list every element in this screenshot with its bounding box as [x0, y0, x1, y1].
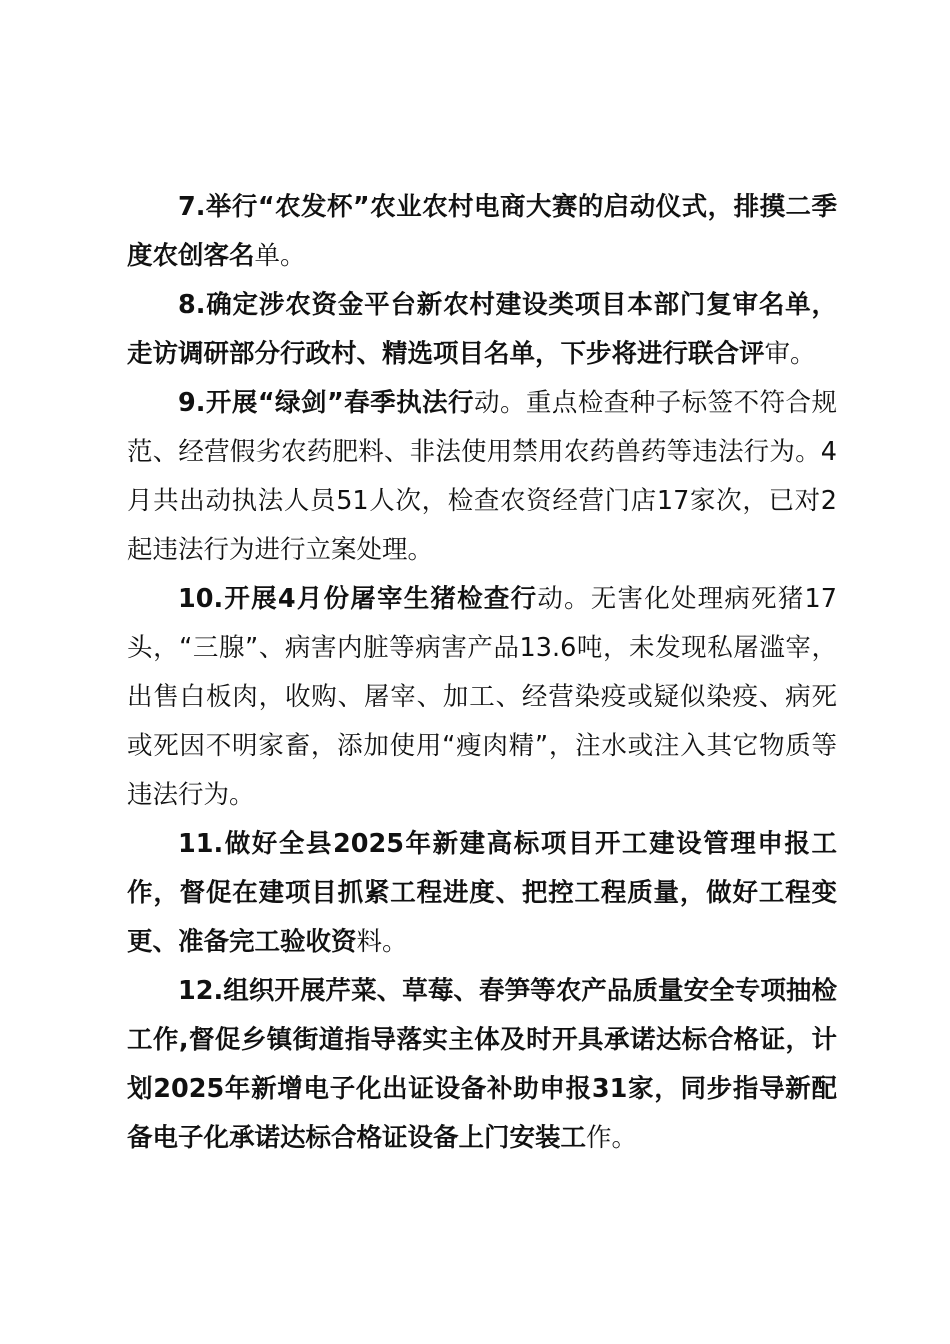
item-12-paragraph — [127, 967, 837, 1163]
item-12-plain-text: 作。 — [586, 1123, 638, 1153]
item-7-bold-text: 7.举行“农发杯”农业农村电商大赛的启动仪式，排摸二季度农创客名 — [127, 192, 837, 271]
item-11-plain-text: 料。 — [356, 927, 408, 957]
item-9-bold-text: 9.开展“绿剑”春季执法行 — [178, 388, 474, 418]
item-8-paragraph — [127, 281, 837, 379]
item-12-bold-text: 12.组织开展芹菜、草莓、春笋等农产品质量安全专项抽检工作,督促乡镇街道指导落实主体及时开具承诺达标合格证，计划2025年新增电子化出证设备补助申报31家，同步指导新配备电子化承诺达标合格证设备上门安装工 — [127, 976, 837, 1153]
item-11-paragraph — [127, 820, 837, 967]
item-9-paragraph — [127, 379, 837, 575]
item-10-paragraph — [127, 575, 837, 820]
item-8-bold-text: 8.确定涉农资金平台新农村建设类项目本部门复审名单，走访调研部分行政村、精选项目名单，下步将进行联合评 — [127, 290, 837, 369]
item-10-plain-text: 动。无害化处理病死猪17头，“三腺”、病害内脏等病害产品13.6吨，未发现私屠滥宰，出售白板肉，收购、屠宰、加工、经营染疫或疑似染疫、病死或死因不明家畜，添加使用“瘦肉精”，注水或注入其它物质等违法行为。 — [127, 584, 838, 810]
item-9-plain-text: 动。重点检查种子标签不符合规范、经营假劣农药肥料、非法使用禁用农药兽药等违法行为。4月共出动执法人员51人次，检查农资经营门店17家次，已对2起违法行为进行立案处理。 — [127, 388, 837, 565]
document-body — [127, 183, 837, 1163]
item-7-paragraph — [127, 183, 837, 281]
item-8-plain-text: 审。 — [764, 339, 816, 369]
item-10-bold-text: 10.开展4月份屠宰生猪检查行 — [178, 584, 538, 614]
item-11-bold-text: 11.做好全县2025年新建高标项目开工建设管理申报工作，督促在建项目抓紧工程进度、把控工程质量，做好工程变更、准备完工验收资 — [127, 829, 837, 957]
item-7-plain-text: 单。 — [254, 241, 306, 271]
